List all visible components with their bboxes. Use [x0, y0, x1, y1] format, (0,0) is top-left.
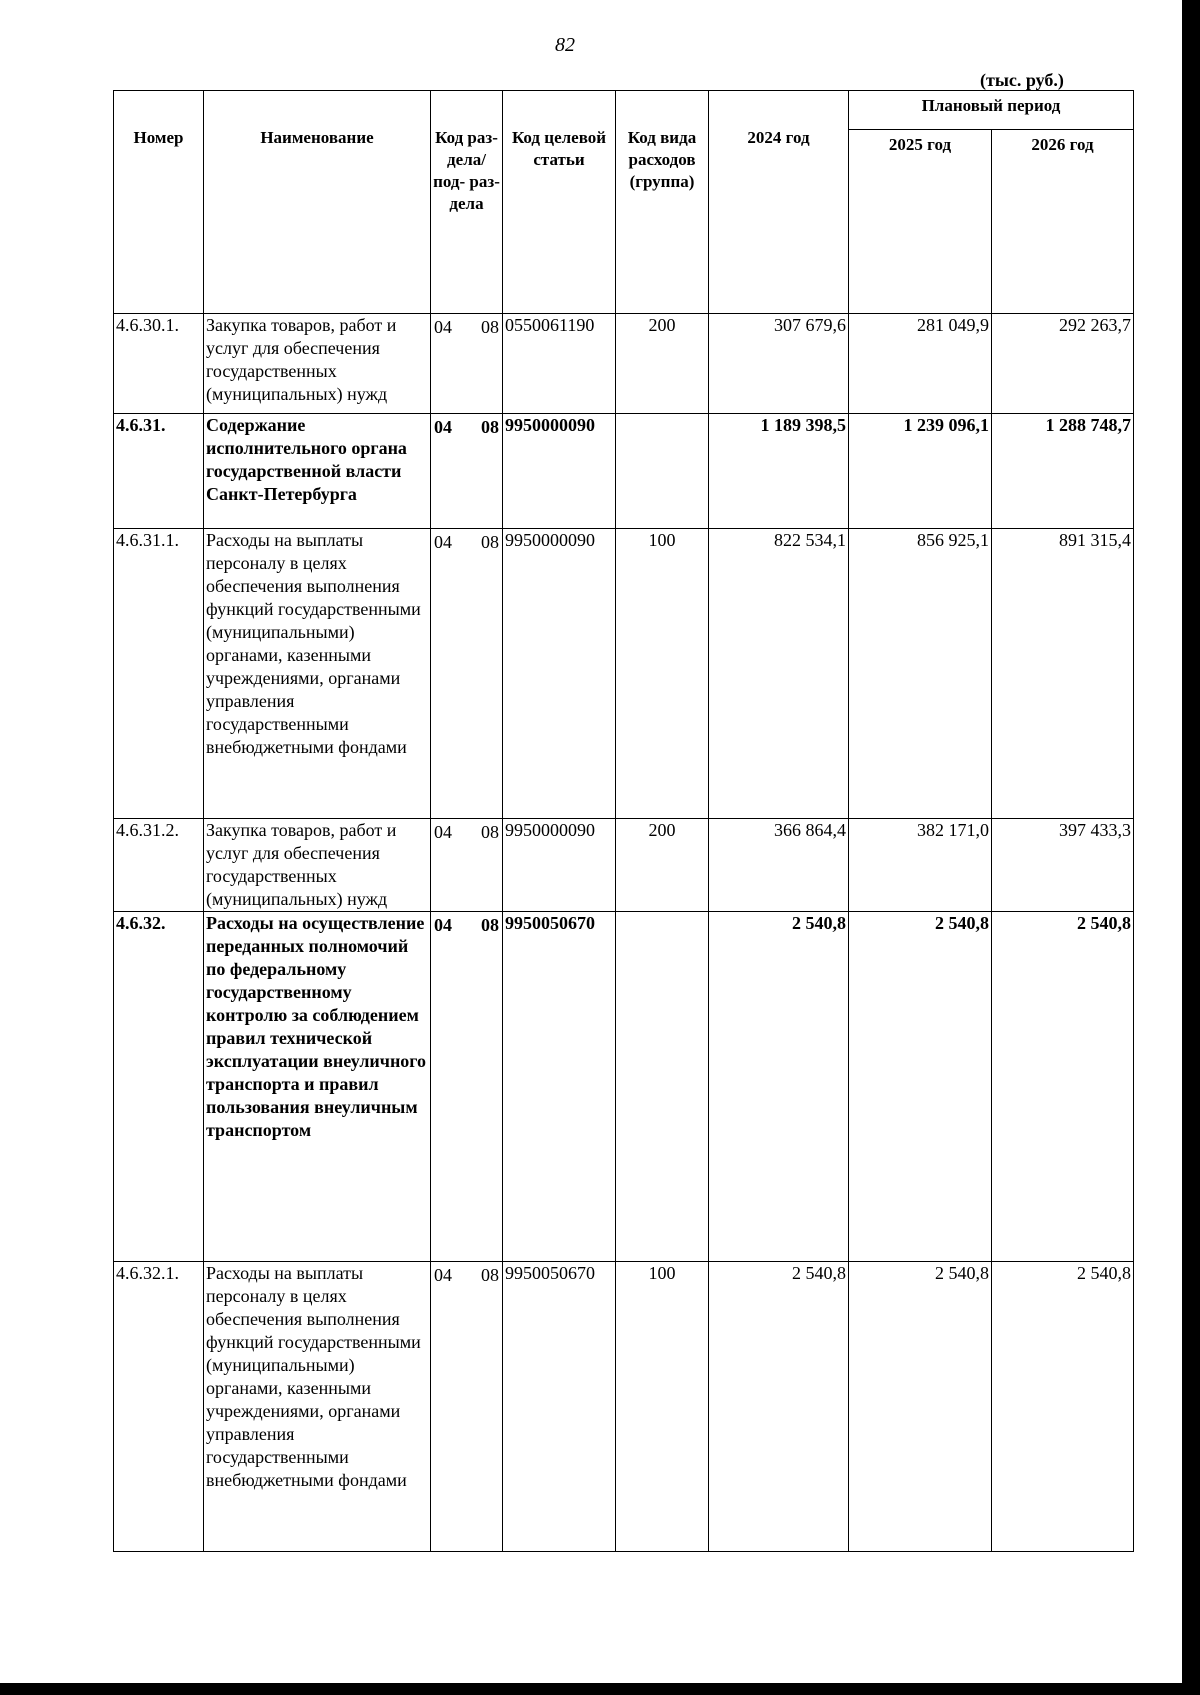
row-expense-code: 200: [616, 819, 709, 912]
header-number: Номер: [114, 91, 204, 314]
section-code: 04: [434, 1265, 452, 1285]
row-section-code: [431, 912, 503, 1262]
row-number: 4.6.31.: [114, 414, 204, 529]
header-2026: 2026 год: [992, 130, 1134, 314]
row-target-code: 9950000090: [503, 529, 616, 819]
row-name: Расходы на выплаты персоналу в целях обеспечения выполнения функций государственными (муниципальными) органами, казенными учреждениями, органами управления государственными внебюджетными фондами: [204, 1262, 431, 1552]
section-code: 04: [434, 822, 452, 842]
scan-edge-bottom: [0, 1683, 1200, 1695]
header-2024: 2024 год: [709, 91, 849, 314]
subsection-code: 08: [481, 317, 499, 337]
row-target-code: 9950000090: [503, 819, 616, 912]
row-target-code: 0550061190: [503, 314, 616, 414]
row-section-code: [431, 529, 503, 819]
subsection-code: 08: [481, 915, 499, 935]
row-value-2024: 366 864,4: [709, 819, 849, 912]
row-number: 4.6.31.2.: [114, 819, 204, 912]
row-name: Закупка товаров, работ и услуг для обеспечения государственных (муниципальных) нужд: [204, 314, 431, 414]
row-value-2025: 2 540,8: [849, 912, 992, 1262]
row-expense-code: [616, 912, 709, 1262]
row-value-2024: 307 679,6: [709, 314, 849, 414]
subsection-code: 08: [481, 1265, 499, 1285]
row-value-2026: 2 540,8: [992, 1262, 1134, 1552]
header-name: Наименование: [204, 91, 431, 314]
row-number: 4.6.31.1.: [114, 529, 204, 819]
row-value-2026: 397 433,3: [992, 819, 1134, 912]
units-label: (тыс. руб.): [980, 70, 1064, 90]
row-number: 4.6.32.1.: [114, 1262, 204, 1552]
row-value-2025: 281 049,9: [849, 314, 992, 414]
row-value-2025: 856 925,1: [849, 529, 992, 819]
header-2025: 2025 год: [849, 130, 992, 314]
row-value-2024: 1 189 398,5: [709, 414, 849, 529]
table-row: [114, 414, 1134, 529]
row-name: Расходы на выплаты персоналу в целях обеспечения выполнения функций государственными (муниципальными) органами, казенными учреждениями, органами управления государственными внебюджетными фондами: [204, 529, 431, 819]
row-section-code: [431, 414, 503, 529]
row-value-2024: 2 540,8: [709, 912, 849, 1262]
row-value-2026: 2 540,8: [992, 912, 1134, 1262]
page-number: 82: [555, 34, 575, 56]
row-name: Закупка товаров, работ и услуг для обеспечения государственных (муниципальных) нужд: [204, 819, 431, 912]
row-value-2026: 1 288 748,7: [992, 414, 1134, 529]
row-name: Расходы на осуществление переданных полномочий по федеральному государственному контролю за соблюдением правил технической эксплуатации внеуличного транспорта и правил пользования внеуличным транспортом: [204, 912, 431, 1262]
row-value-2025: 382 171,0: [849, 819, 992, 912]
row-expense-code: [616, 414, 709, 529]
row-target-code: 9950050670: [503, 912, 616, 1262]
table-row: [114, 314, 1134, 414]
header-planning-period: Плановый период: [849, 91, 1134, 130]
budget-table: [113, 90, 1134, 1552]
row-value-2024: 2 540,8: [709, 1262, 849, 1552]
row-expense-code: 200: [616, 314, 709, 414]
row-number: 4.6.32.: [114, 912, 204, 1262]
row-value-2025: 1 239 096,1: [849, 414, 992, 529]
table-header-row: [114, 91, 1134, 130]
section-code: 04: [434, 915, 452, 935]
subsection-code: 08: [481, 417, 499, 437]
scan-edge-right: [1182, 0, 1200, 1695]
table-row: [114, 529, 1134, 819]
table-row: [114, 819, 1134, 912]
table-body: [114, 314, 1134, 1552]
table-row: [114, 912, 1134, 1262]
subsection-code: 08: [481, 532, 499, 552]
subsection-code: 08: [481, 822, 499, 842]
section-code: 04: [434, 417, 452, 437]
section-code: 04: [434, 532, 452, 552]
row-value-2025: 2 540,8: [849, 1262, 992, 1552]
row-name: Содержание исполнительного органа государственной власти Санкт-Петербурга: [204, 414, 431, 529]
header-target: Код целевой статьи: [503, 91, 616, 314]
row-section-code: [431, 314, 503, 414]
row-target-code: 9950050670: [503, 1262, 616, 1552]
row-section-code: [431, 1262, 503, 1552]
header-section: Код раз- дела/ под- раз- дела: [431, 91, 503, 314]
row-expense-code: 100: [616, 529, 709, 819]
row-expense-code: 100: [616, 1262, 709, 1552]
header-expense: Код вида расходов (группа): [616, 91, 709, 314]
row-value-2024: 822 534,1: [709, 529, 849, 819]
row-number: 4.6.30.1.: [114, 314, 204, 414]
row-value-2026: 292 263,7: [992, 314, 1134, 414]
table-row: [114, 1262, 1134, 1552]
row-target-code: 9950000090: [503, 414, 616, 529]
section-code: 04: [434, 317, 452, 337]
row-value-2026: 891 315,4: [992, 529, 1134, 819]
row-section-code: [431, 819, 503, 912]
